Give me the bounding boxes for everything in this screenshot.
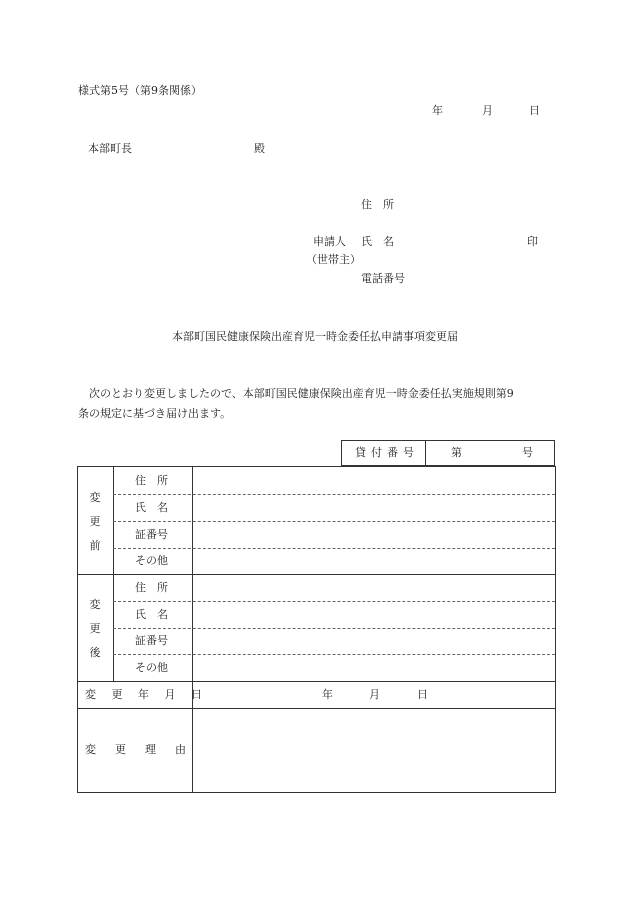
phone-label: 電話番号: [361, 272, 405, 285]
change-table: [77, 466, 556, 793]
loan-number-go: 号: [522, 446, 533, 459]
address-label: 住 所: [361, 198, 394, 211]
loan-number-dai: 第: [451, 446, 462, 459]
addressee-honorific: 殿: [254, 142, 265, 155]
body-line-2: 条の規定に基づき届け出ます。: [78, 407, 232, 420]
before-row-cert-number: 証番号: [135, 528, 168, 541]
page-title: 本部町国民健康保険出産育児一時金委任払申請事項変更届: [172, 330, 458, 343]
before-label-1: 変: [89, 491, 101, 504]
before-label-3: 前: [89, 539, 101, 552]
before-row-other: その他: [135, 554, 168, 567]
seal-mark: 印: [527, 235, 538, 248]
before-row-address: 住 所: [135, 474, 168, 487]
after-label-2: 更: [89, 622, 101, 635]
body-line-1: 次のとおり変更しましたので、本部町国民健康保険出産育児一時金委任払実施規則第9: [89, 387, 514, 400]
after-row-name: 氏 名: [135, 608, 168, 621]
after-row-address: 住 所: [135, 581, 168, 594]
change-date-month: 月: [369, 688, 380, 701]
change-date-label: 変 更 年 月 日: [85, 688, 208, 701]
loan-number-box: [341, 440, 555, 466]
before-label-2: 更: [89, 515, 101, 528]
after-row-cert-number: 証番号: [135, 634, 168, 647]
applicant-label: 申請人: [313, 235, 346, 248]
household-head-label: （世帯主）: [306, 253, 361, 266]
addressee-name: 本部町長: [88, 142, 132, 155]
date-month-label: 月: [482, 104, 493, 117]
after-label-1: 変: [89, 598, 101, 611]
date-day-label: 日: [529, 104, 540, 117]
change-date-year: 年: [322, 688, 333, 701]
date-year-label: 年: [432, 104, 443, 117]
before-row-name: 氏 名: [135, 501, 168, 514]
form-number: 様式第5号（第9条関係）: [78, 84, 202, 97]
after-label-3: 後: [89, 646, 101, 659]
after-row-other: その他: [135, 661, 168, 674]
loan-number-label: 貸付番号: [355, 446, 419, 459]
change-date-day: 日: [417, 688, 428, 701]
name-label: 氏 名: [361, 235, 394, 248]
change-reason-label: 変 更 理 由: [85, 743, 190, 756]
